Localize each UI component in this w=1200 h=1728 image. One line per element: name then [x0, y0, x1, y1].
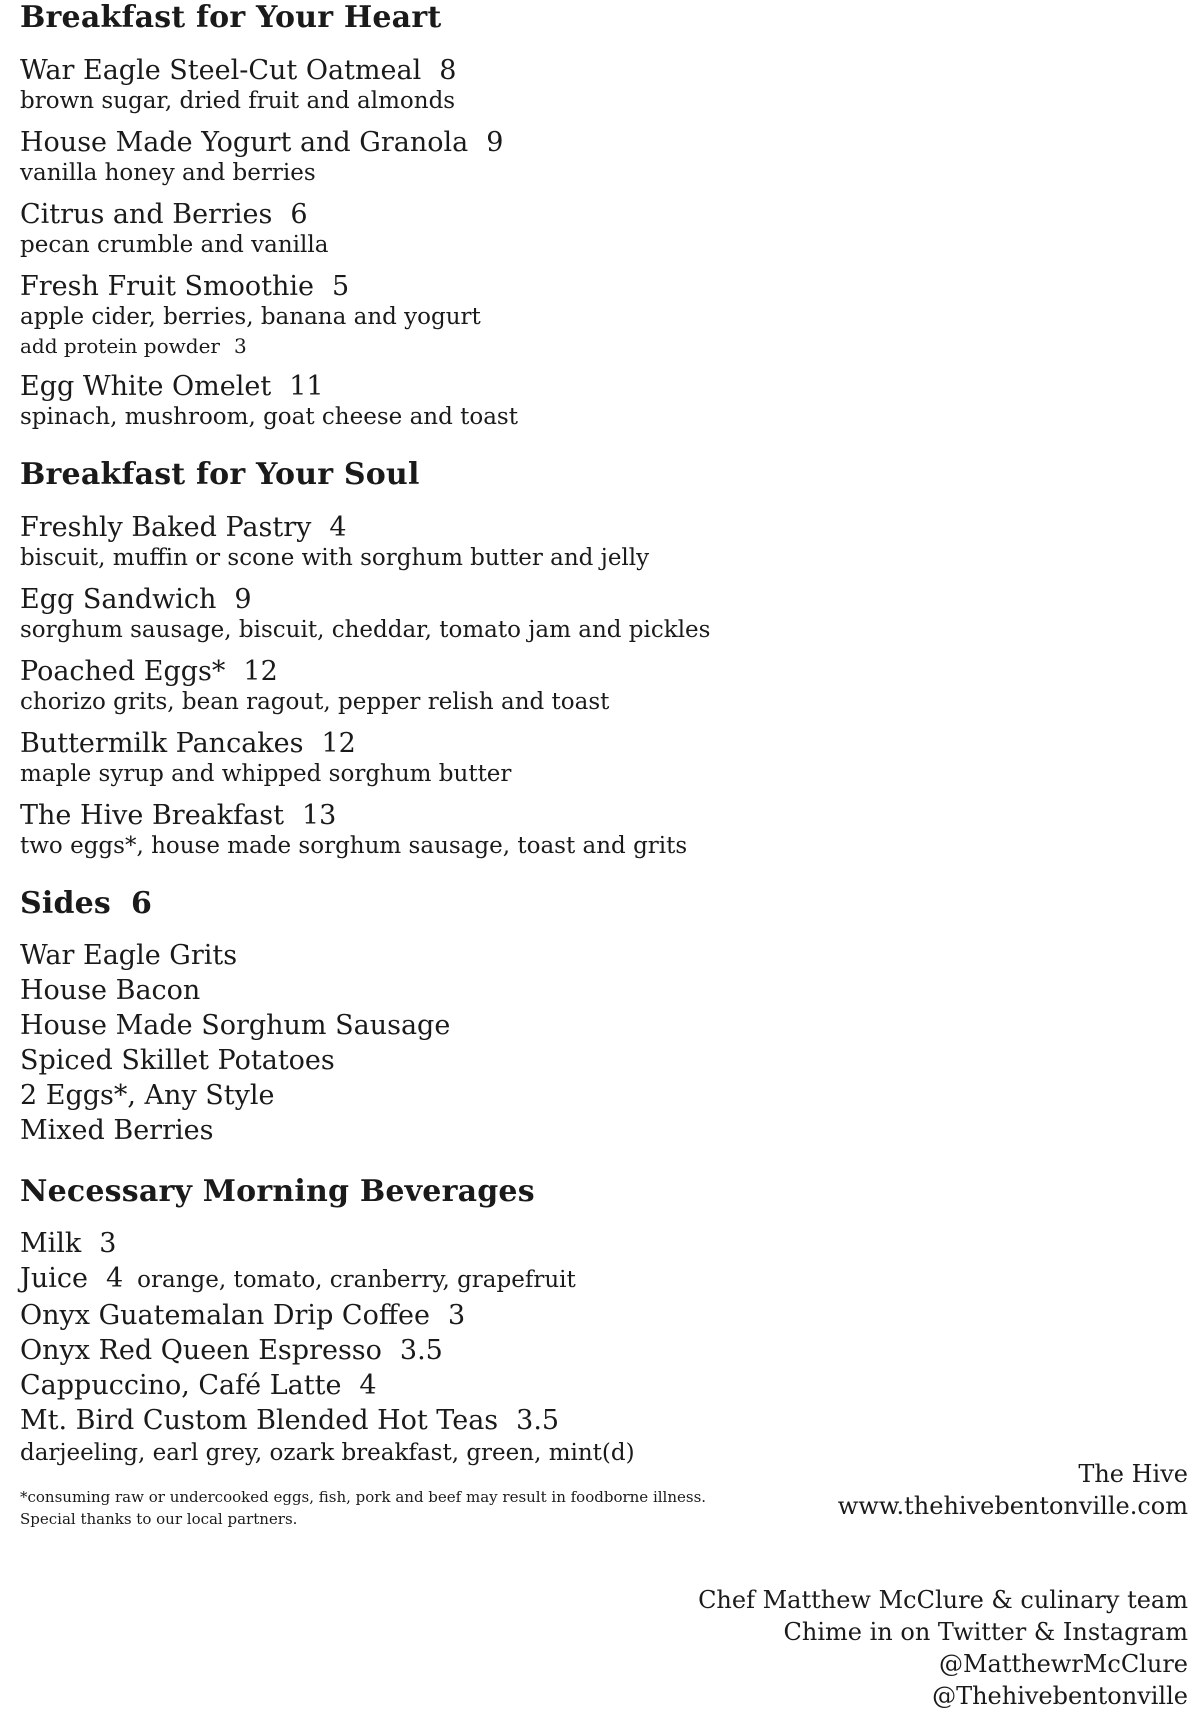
item-name: Freshly Baked Pastry	[20, 512, 312, 543]
item-description: vanilla honey and berries	[20, 160, 316, 186]
sides-list	[20, 938, 740, 1148]
beverage-item	[20, 1403, 740, 1438]
beverage-name: Cappuccino, Café Latte	[20, 1370, 342, 1401]
item-name: Egg White Omelet	[20, 371, 272, 402]
beverage-item	[20, 1298, 740, 1333]
menu-item	[20, 799, 740, 860]
item-description: sorghum sausage, biscuit, cheddar, tomato jam and pickles	[20, 617, 711, 643]
section-sides	[20, 886, 740, 1148]
venue-name: The Hive	[1078, 1460, 1188, 1488]
item-addon	[20, 333, 740, 359]
beverage-price: 3.5	[516, 1405, 560, 1436]
item-price: 6	[290, 199, 308, 230]
side-item: Mixed Berries	[20, 1115, 214, 1146]
item-name: Citrus and Berries	[20, 199, 273, 230]
item-name: War Eagle Steel-Cut Oatmeal	[20, 55, 422, 86]
venue-website: www.thehivebentonville.com	[837, 1492, 1188, 1520]
item-name: Fresh Fruit Smoothie	[20, 271, 315, 302]
addon-price: 3	[233, 334, 247, 358]
item-description: brown sugar, dried fruit and almonds	[20, 88, 456, 114]
addon-label: add protein powder	[20, 334, 220, 358]
footnotes	[20, 1486, 740, 1530]
beverage-name: Onyx Red Queen Espresso	[20, 1335, 382, 1366]
section-title-sides	[20, 886, 740, 922]
item-description: biscuit, muffin or scone with sorghum butter and jelly	[20, 545, 650, 571]
side-item: House Made Sorghum Sausage	[20, 1010, 451, 1041]
item-price: 5	[332, 271, 350, 302]
item-price: 8	[439, 55, 457, 86]
side-item: Spiced Skillet Potatoes	[20, 1045, 335, 1076]
item-price: 12	[243, 656, 278, 687]
social-handle-venue: @Thehivebentonville	[932, 1682, 1188, 1710]
beverage-name: Mt. Bird Custom Blended Hot Teas	[20, 1405, 499, 1436]
beverage-name: Onyx Guatemalan Drip Coffee	[20, 1300, 430, 1331]
item-name: Buttermilk Pancakes	[20, 728, 304, 759]
beverage-item	[20, 1226, 740, 1261]
beverage-price: 4	[359, 1370, 377, 1401]
soul-items	[20, 511, 740, 860]
section-soul	[20, 457, 740, 860]
sides-price: 6	[131, 886, 153, 921]
menu-item	[20, 370, 740, 431]
heart-items	[20, 54, 740, 431]
side-item: House Bacon	[20, 975, 201, 1006]
beverages-list	[20, 1226, 740, 1468]
item-price: 9	[486, 127, 504, 158]
thanks-note: Special thanks to our local partners.	[20, 1510, 298, 1528]
item-description: chorizo grits, bean ragout, pepper relish and toast	[20, 689, 610, 715]
menu-item	[20, 198, 740, 259]
beverage-price: 3	[99, 1228, 117, 1259]
venue-info	[838, 1458, 1188, 1522]
item-name: House Made Yogurt and Granola	[20, 127, 469, 158]
social-handle-chef: @MatthewrMcClure	[938, 1650, 1188, 1678]
menu-item	[20, 126, 740, 187]
item-description: spinach, mushroom, goat cheese and toast	[20, 404, 518, 430]
beverage-note: orange, tomato, cranberry, grapefruit	[137, 1267, 576, 1293]
beverage-price: 4	[105, 1263, 124, 1294]
foodborne-warning: *consuming raw or undercooked eggs, fish, pork and beef may result in foodborne illness.	[20, 1488, 707, 1506]
beverage-name: Juice	[20, 1263, 88, 1294]
beverage-item	[20, 1261, 740, 1298]
side-item: 2 Eggs*, Any Style	[20, 1080, 275, 1111]
menu-item	[20, 54, 740, 115]
menu-item	[20, 511, 740, 572]
chef-info	[698, 1584, 1188, 1712]
section-title-beverages: Necessary Morning Beverages	[20, 1174, 535, 1209]
menu-column	[20, 0, 740, 1556]
menu-item	[20, 270, 740, 359]
beverage-price: 3.5	[399, 1335, 443, 1366]
beverage-name: Milk	[20, 1228, 82, 1259]
item-price: 11	[289, 371, 324, 402]
beverage-item	[20, 1368, 740, 1403]
side-item: War Eagle Grits	[20, 940, 238, 971]
item-name: The Hive Breakfast	[20, 800, 284, 831]
tea-description: darjeeling, earl grey, ozark breakfast, green, mint(d)	[20, 1440, 635, 1466]
item-description: maple syrup and whipped sorghum butter	[20, 761, 512, 787]
item-description: pecan crumble and vanilla	[20, 232, 329, 258]
menu-item	[20, 655, 740, 716]
item-description: two eggs*, house made sorghum sausage, toast and grits	[20, 833, 688, 859]
section-title-heart: Breakfast for Your Heart	[20, 0, 442, 35]
section-heart	[20, 0, 740, 431]
section-beverages	[20, 1174, 740, 1530]
social-callout: Chime in on Twitter & Instagram	[783, 1618, 1188, 1646]
item-description: apple cider, berries, banana and yogurt	[20, 304, 481, 330]
item-price: 9	[234, 584, 252, 615]
item-name: Poached Eggs*	[20, 656, 226, 687]
beverage-price: 3	[447, 1300, 466, 1331]
menu-item	[20, 727, 740, 788]
item-price: 13	[301, 800, 337, 831]
chef-credit: Chef Matthew McClure & culinary team	[698, 1586, 1188, 1614]
item-price: 4	[329, 512, 347, 543]
sides-title-text: Sides	[20, 886, 112, 921]
section-title-soul: Breakfast for Your Soul	[20, 457, 420, 492]
beverage-item	[20, 1333, 740, 1368]
item-name: Egg Sandwich	[20, 584, 217, 615]
item-price: 12	[321, 728, 356, 759]
menu-item	[20, 583, 740, 644]
